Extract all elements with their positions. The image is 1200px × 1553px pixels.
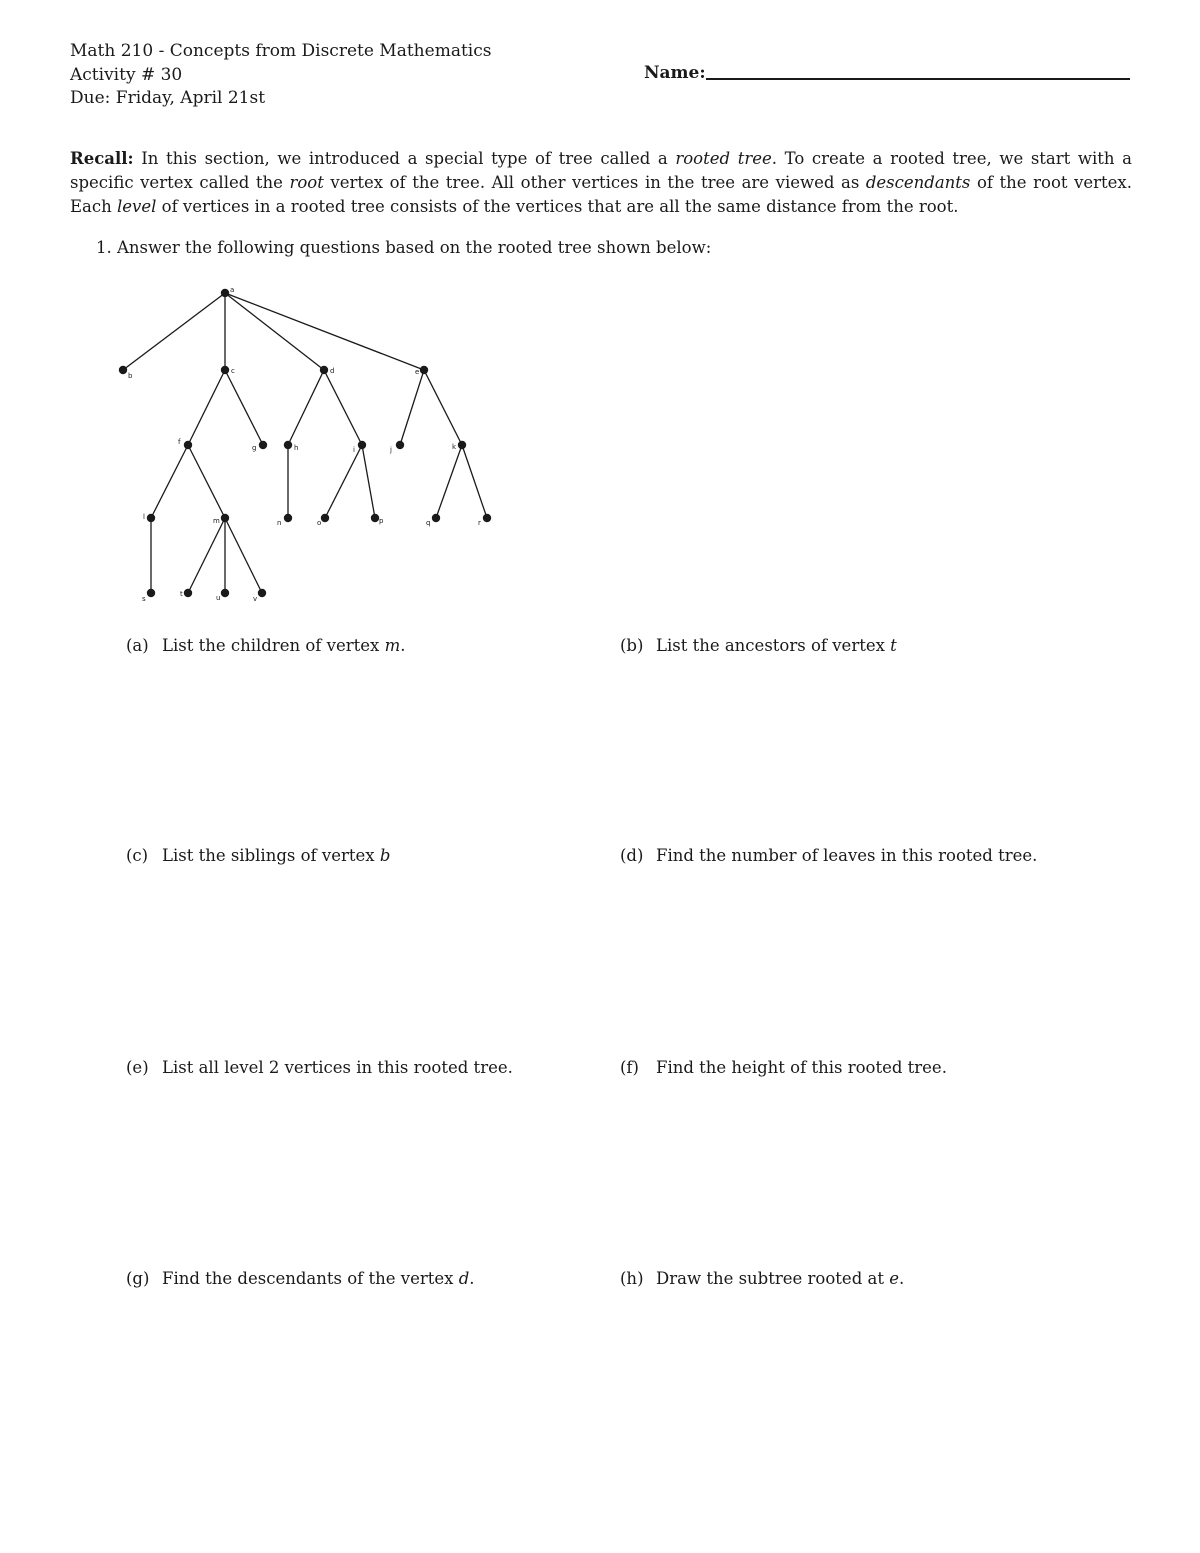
- recall-term-level: level: [117, 197, 157, 216]
- recall-term-root: root: [289, 173, 324, 192]
- part-a-label: (a): [126, 636, 149, 655]
- tree-vertex-c: [221, 366, 229, 374]
- tree-vertex-s: [147, 589, 155, 597]
- part-b-var: t: [890, 636, 897, 655]
- tree-vertex-label-b: b: [128, 372, 133, 380]
- tree-vertex-n: [284, 514, 292, 522]
- tree-vertex-label-a: a: [230, 286, 235, 294]
- tree-vertex-m: [221, 514, 229, 522]
- part-c-text: List the siblings of vertex: [162, 846, 380, 865]
- part-g-var: d: [458, 1269, 470, 1288]
- recall-text-1: In this section, we introduced a special type of tree called a: [133, 149, 676, 168]
- recall-term-rooted-tree: rooted tree: [675, 149, 772, 168]
- tree-edge-c-f: [188, 370, 225, 445]
- part-g: [126, 1269, 475, 1288]
- part-g-label: (g): [126, 1269, 150, 1288]
- name-line[interactable]: [706, 78, 1130, 80]
- tree-vertex-f: [184, 441, 192, 449]
- tree-edge-m-v: [225, 518, 262, 593]
- course-title: Math 210 - Concepts from Discrete Mathematics: [70, 41, 492, 61]
- tree-vertex-label-r: r: [478, 519, 481, 527]
- part-c-var: b: [379, 846, 391, 865]
- tree-edge-c-g: [225, 370, 263, 445]
- tree-vertex-g: [259, 441, 267, 449]
- recall-lead: Recall:: [70, 149, 134, 168]
- part-b: [620, 636, 897, 655]
- tree-vertex-b: [119, 366, 127, 374]
- tree-vertex-label-m: m: [213, 517, 220, 525]
- tree-vertex-label-s: s: [142, 595, 146, 603]
- tree-vertex-i: [358, 441, 366, 449]
- tree-edge-a-d: [225, 293, 324, 370]
- part-h-var: e: [889, 1269, 899, 1288]
- tree-edge-d-h: [288, 370, 324, 445]
- recall-text-2: . To create a rooted tree, we start with a specific vertex called the: [70, 149, 1132, 192]
- part-d-text: Find the number of leaves in this rooted tree.: [656, 846, 1038, 865]
- tree-vertex-label-g: g: [252, 444, 257, 452]
- part-h: [620, 1269, 904, 1288]
- part-a-var: m: [384, 636, 401, 655]
- part-b-text: List the ancestors of vertex: [656, 636, 891, 655]
- due-date: Due: Friday, April 21st: [70, 88, 266, 108]
- part-e: [126, 1058, 513, 1077]
- tree-vertex-label-u: u: [216, 594, 221, 602]
- tree-vertex-label-p: p: [379, 517, 384, 525]
- part-g-text: Find the descendants of the vertex: [162, 1269, 459, 1288]
- part-e-label: (e): [126, 1058, 149, 1077]
- tree-vertex-d: [320, 366, 328, 374]
- tree-vertex-label-h: h: [294, 444, 299, 452]
- tree-vertex-u: [221, 589, 229, 597]
- recall-text-3: vertex of the tree. All other vertices in the tree are viewed as: [323, 173, 866, 192]
- part-c-label: (c): [126, 846, 149, 865]
- part-d: [620, 846, 1037, 865]
- tree-vertex-label-f: f: [178, 438, 181, 446]
- tree-vertex-v: [258, 589, 266, 597]
- tree-edge-f-m: [188, 445, 225, 518]
- part-e-text: List all level 2 vertices in this rooted tree.: [162, 1058, 513, 1077]
- tree-edge-f-l: [151, 445, 188, 518]
- recall-text-5: of vertices in a rooted tree consists of the vertices that are all the same distance from the root.: [156, 197, 959, 216]
- part-a-text: List the children of vertex: [162, 636, 385, 655]
- name-label: Name:: [644, 63, 706, 83]
- tree-vertex-l: [147, 514, 155, 522]
- part-h-label: (h): [620, 1269, 644, 1288]
- tree-vertex-label-i: i: [353, 446, 355, 454]
- tree-vertex-label-k: k: [452, 443, 457, 451]
- tree-edge-e-k: [424, 370, 462, 445]
- tree-vertex-label-e: e: [415, 368, 420, 376]
- tree-vertex-label-j: j: [390, 446, 392, 454]
- recall-paragraph: [70, 147, 1132, 219]
- part-a-post: .: [400, 636, 406, 655]
- tree-edge-a-e: [225, 293, 424, 370]
- tree-vertex-label-v: v: [253, 595, 258, 603]
- tree-vertex-q: [432, 514, 440, 522]
- tree-vertex-label-q: q: [426, 519, 431, 527]
- tree-vertex-label-c: c: [231, 367, 235, 375]
- tree-vertex-label-d: d: [330, 367, 335, 375]
- tree-vertex-label-n: n: [277, 519, 282, 527]
- tree-vertex-e: [420, 366, 428, 374]
- recall-term-descendants: descendants: [865, 173, 971, 192]
- tree-edge-e-j: [400, 370, 424, 445]
- part-h-text: Draw the subtree rooted at: [656, 1269, 890, 1288]
- tree-vertex-p: [371, 514, 379, 522]
- part-f-text: Find the height of this rooted tree.: [656, 1058, 947, 1077]
- tree-edge-k-r: [462, 445, 487, 518]
- part-d-label: (d): [620, 846, 644, 865]
- recall-text-4: of the root vertex. Each: [70, 173, 1132, 216]
- part-h-post: .: [898, 1269, 905, 1288]
- tree-edge-m-t: [188, 518, 225, 593]
- tree-vertex-label-o: o: [317, 519, 322, 527]
- tree-vertex-h: [284, 441, 292, 449]
- rooted-tree-diagram: [110, 280, 510, 615]
- tree-vertex-t: [184, 589, 192, 597]
- tree-vertex-k: [458, 441, 466, 449]
- tree-vertex-label-l: l: [143, 513, 145, 521]
- tree-vertex-o: [321, 514, 329, 522]
- tree-edge-k-q: [436, 445, 462, 518]
- tree-edge-i-o: [325, 445, 362, 518]
- activity-number: Activity # 30: [70, 65, 183, 85]
- question-1: 1. Answer the following questions based on the rooted tree shown below:: [96, 238, 712, 257]
- tree-edge-d-i: [324, 370, 362, 445]
- part-f-label: (f): [620, 1058, 639, 1077]
- part-a: [126, 636, 405, 655]
- part-f: [620, 1058, 947, 1077]
- part-b-label: (b): [620, 636, 644, 655]
- tree-edge-i-p: [362, 445, 375, 518]
- tree-vertex-r: [483, 514, 491, 522]
- tree-edge-a-b: [123, 293, 225, 370]
- tree-vertex-label-t: t: [180, 590, 183, 598]
- tree-vertex-j: [396, 441, 404, 449]
- part-c: [126, 846, 390, 865]
- tree-vertex-a: [221, 289, 229, 297]
- part-g-post: .: [469, 1269, 475, 1288]
